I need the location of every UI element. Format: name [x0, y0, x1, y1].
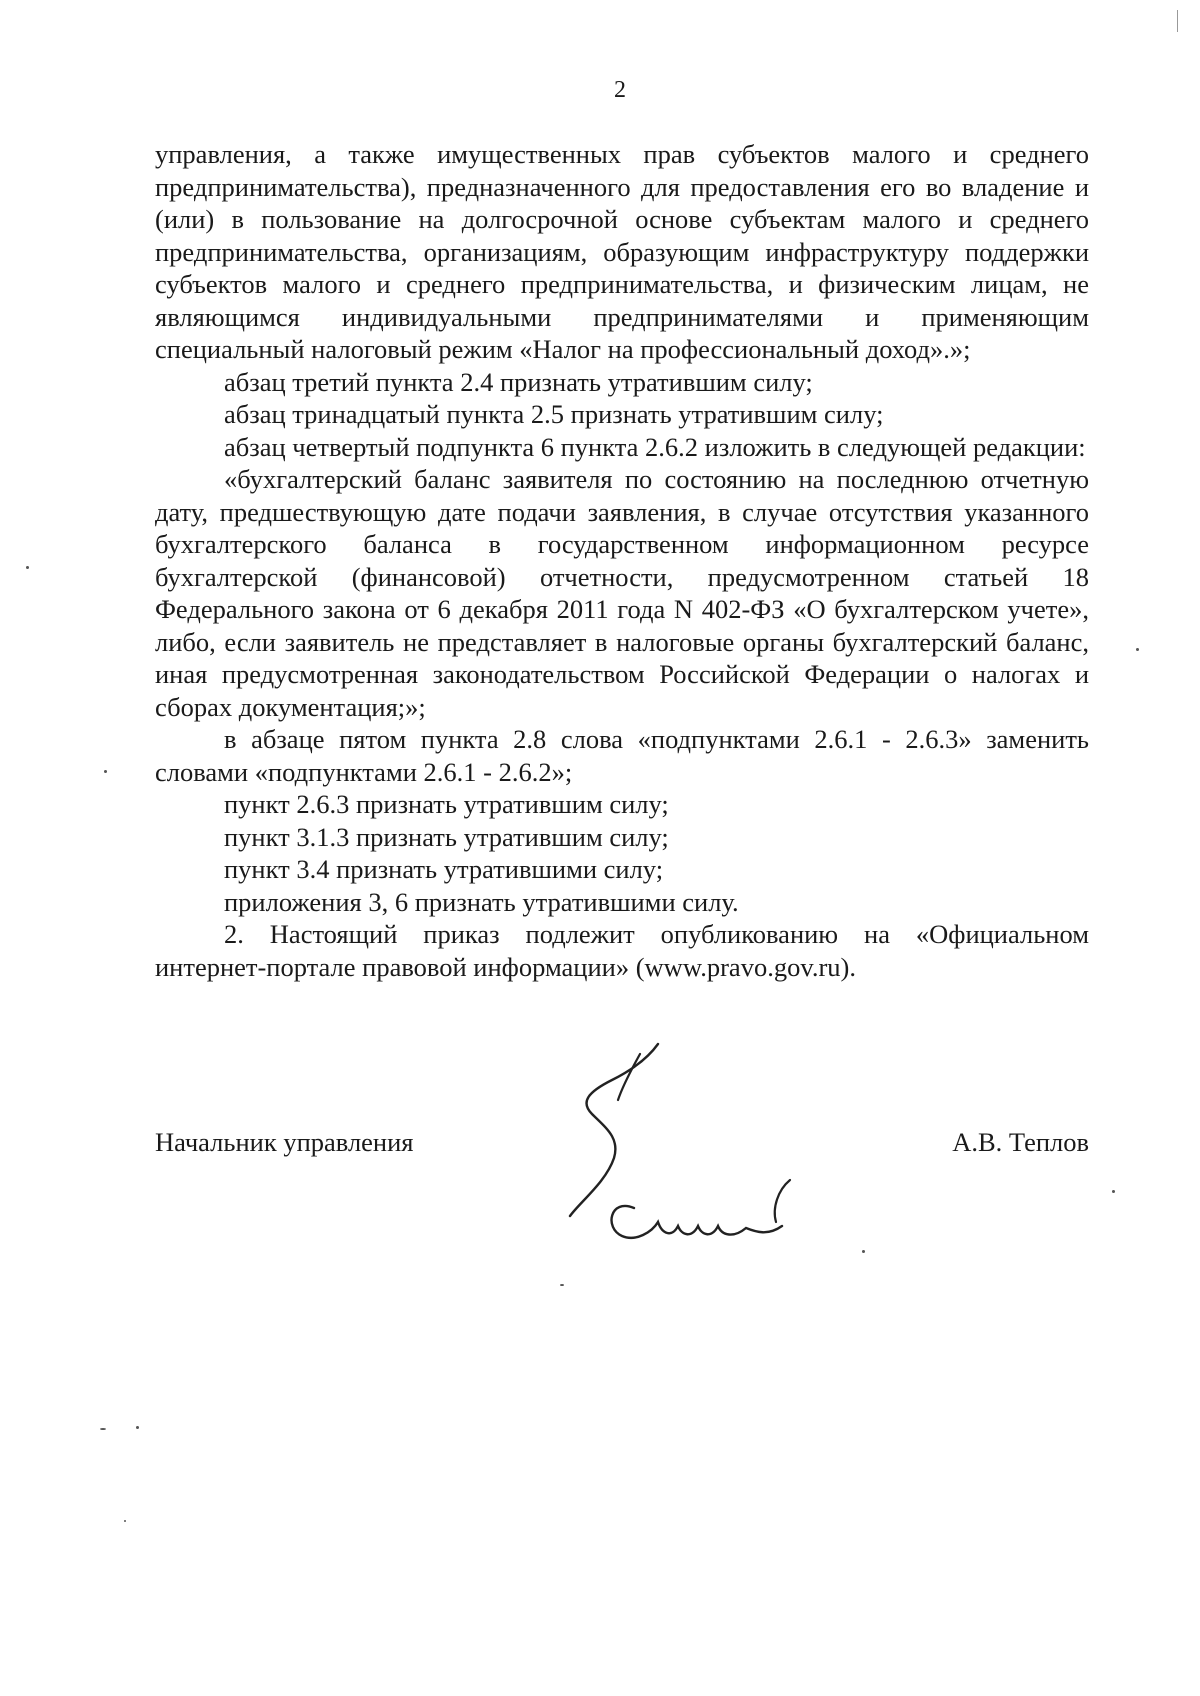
paragraph-item: приложения 3, 6 признать утратившими силу. — [224, 886, 739, 917]
scan-speck — [100, 1428, 106, 1430]
paragraph-item: пункт 3.1.3 признать утратившим силу; — [224, 821, 669, 852]
scan-edge-mark — [1177, 10, 1178, 32]
paragraph-continuation: управления, а также имущественных прав субъектов малого и среднего предпринимательства), предназначенного для предоставления его во владение и (или) в пользование на долгосрочной основе субъектам малого и среднего предпринимательства, организациям, образующим инфраструктуру поддержки субъектов малого и среднего предпринимательства, и физическим лицам, не являющимся индивидуальными предпринимателями и применяющим специальный налоговый режим «Налог на профессиональный доход».»; — [155, 139, 1089, 364]
paragraph-item: пункт 2.6.3 признать утратившим силу; — [224, 789, 669, 819]
paragraph-quote: «бухгалтерский баланс заявителя по состоянию на последнюю отчетную дату, предшествующую дате подачи заявления, в случае отсутствия указанного бухгалтерского баланса в государственном информационном ресурсе бухгалтерской (финансовой) отчетности, предусмотренном статьей 18 Федерального закона от 6 декабря 2011 года N 402-ФЗ «О бухгалтерском учете», либо, если заявитель не представляет в налоговые органы бухгалтерский баланс, иная предусмотренная законодательством Российской Федерации о налогах и сборах документация;»; — [155, 464, 1089, 722]
paragraph-item: абзац тринадцатый пункта 2.5 признать утратившим силу; — [224, 399, 884, 429]
scan-speck — [104, 770, 107, 773]
signatory-title: Начальник управления — [155, 1127, 414, 1157]
scan-speck — [136, 1426, 139, 1429]
paragraph-item: абзац четвертый подпункта 6 пункта 2.6.2 изложить в следующей редакции: — [224, 431, 1086, 462]
scan-speck — [1136, 648, 1139, 651]
signatory-name: А.В. Теплов — [952, 1127, 1089, 1157]
paragraph-publication: 2. Настоящий приказ подлежит опубликованию на «Официальном интернет-портале правовой информации» (www.pravo.gov.ru). — [155, 919, 1089, 982]
document-body — [155, 138, 1089, 983]
handwritten-signature — [560, 1040, 830, 1250]
page-number: 2 — [614, 77, 626, 103]
paragraph-item: абзац третий пункта 2.4 признать утратившим силу; — [224, 366, 813, 397]
scan-speck — [124, 1520, 126, 1522]
paragraph-item: пункт 3.4 признать утратившими силу; — [224, 854, 664, 884]
scan-speck — [1112, 1190, 1115, 1193]
scan-speck — [862, 1250, 865, 1253]
paragraph-item: в абзаце пятом пункта 2.8 слова «подпунктами 2.6.1 - 2.6.3» заменить словами «подпунктами 2.6.1 - 2.6.2»; — [155, 724, 1089, 787]
scan-speck — [560, 1284, 564, 1286]
scan-speck — [26, 566, 29, 569]
